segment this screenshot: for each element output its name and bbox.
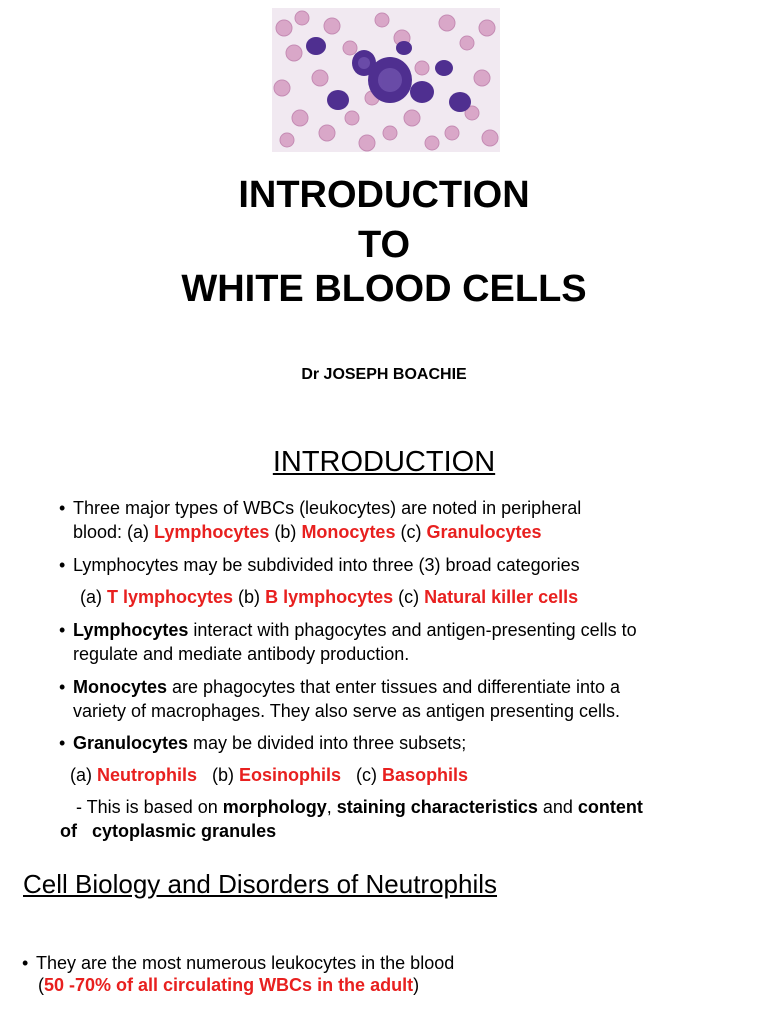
bullet-icon: •: [59, 620, 66, 640]
bullet-icon: •: [59, 677, 66, 697]
intro-bullet-5-sub: (a) Neutrophils (b) Eosinophils (c) Basophils: [70, 765, 469, 785]
blood-smear-image: [272, 8, 500, 152]
bullet-icon: •: [59, 555, 66, 575]
title-line-2: TO: [357, 224, 411, 266]
author-name: Dr JOSEPH BOACHIE: [301, 366, 467, 383]
intro-bullet-2-sub: (a) T lymphocytes (b) B lymphocytes (c) Natural killer cells: [80, 587, 579, 607]
intro-bullet-3-cont: regulate and mediate antibody production.: [73, 644, 410, 664]
intro-basis-line: - This is based on morphology, staining characteristics and content: [76, 797, 643, 817]
intro-bullet-5: • Granulocytes may be divided into three subsets;: [59, 733, 467, 753]
intro-bullet-4-cont: variety of macrophages. They also serve as antigen presenting cells.: [73, 701, 620, 721]
title-line-3: WHITE BLOOD CELLS: [181, 268, 587, 310]
bullet-icon: •: [59, 498, 66, 518]
intro-bullet-3: • Lymphocytes interact with phagocytes and antigen-presenting cells to: [59, 620, 637, 640]
intro-bullet-4: • Monocytes are phagocytes that enter tissues and differentiate into a: [59, 677, 620, 697]
bullet-icon: •: [22, 953, 29, 973]
title-line-1: INTRODUCTION: [238, 174, 530, 216]
intro-bullet-1: • Three major types of WBCs (leukocytes) are noted in peripheral: [59, 498, 582, 518]
section2-bullet-1: • They are the most numerous leukocytes in the blood: [22, 953, 455, 973]
intro-bullet-1-cont: blood: (a) Lymphocytes (b) Monocytes (c) Granulocytes: [73, 522, 542, 542]
blood-smear-icon: [272, 8, 500, 152]
bullet-icon: •: [59, 733, 66, 753]
section2-bullet-1-cont: (50 -70% of all circulating WBCs in the adult): [38, 975, 420, 995]
intro-bullet-2: • Lymphocytes may be subdivided into three (3) broad categories: [59, 555, 580, 575]
section2-heading: Cell Biology and Disorders of Neutrophils: [23, 869, 498, 899]
intro-basis-line-cont: of cytoplasmic granules: [60, 821, 277, 841]
intro-heading: INTRODUCTION: [272, 446, 496, 478]
